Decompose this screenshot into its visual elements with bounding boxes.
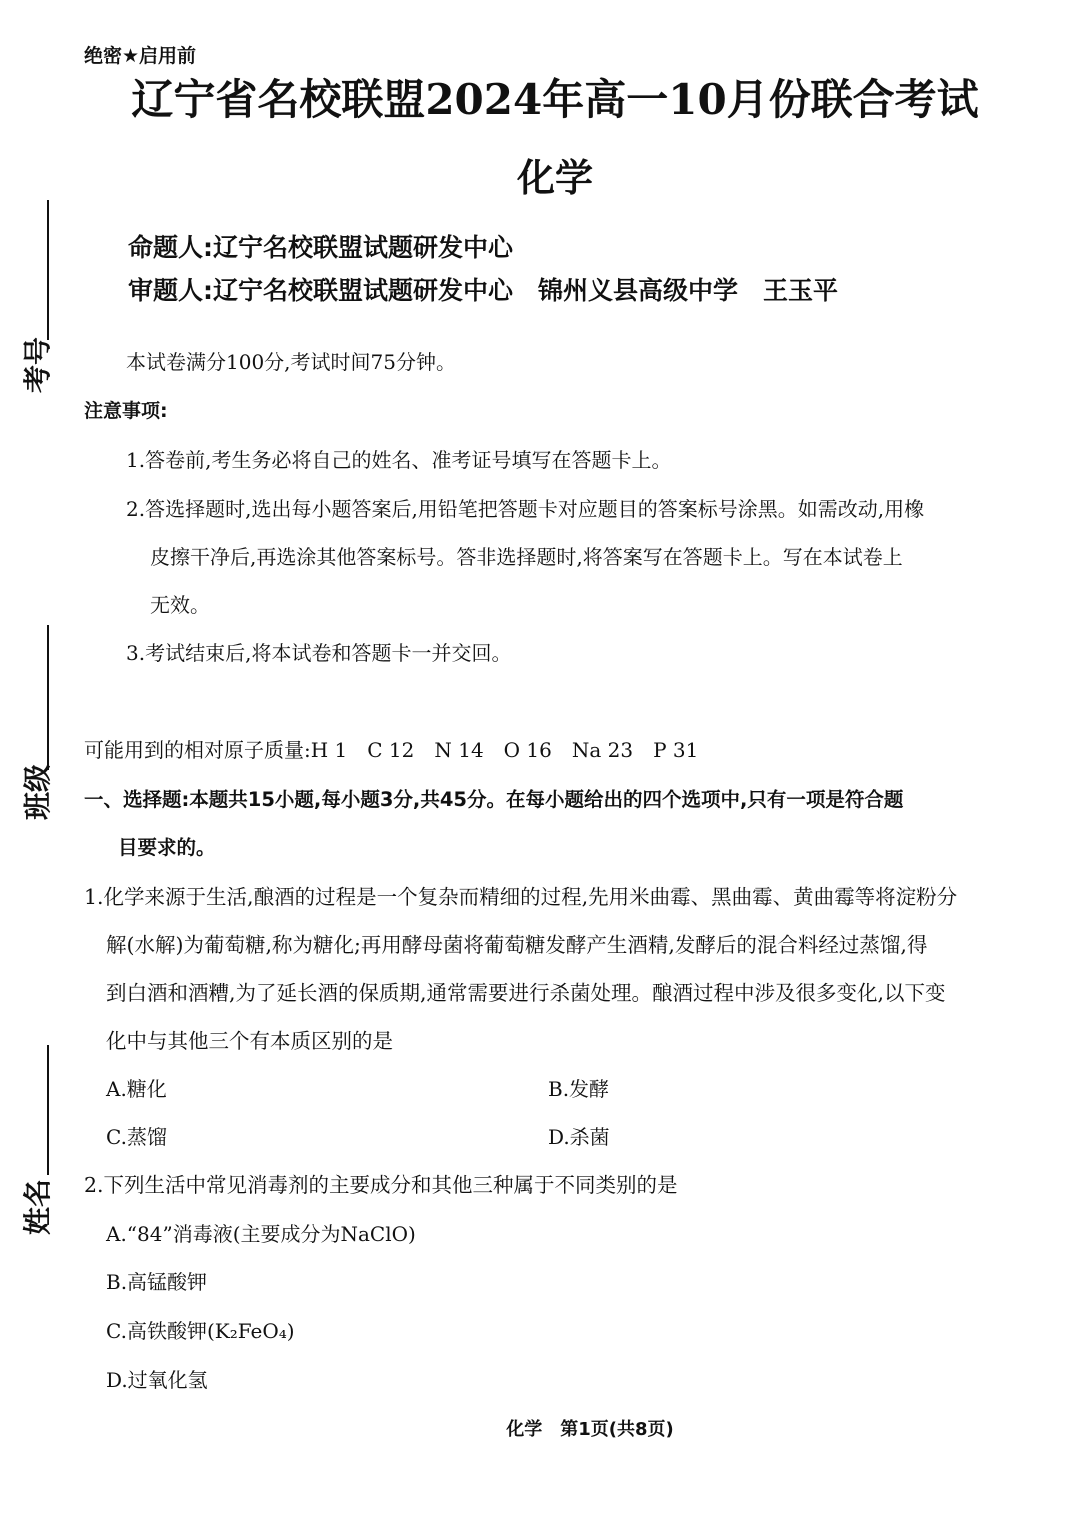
class-label [14,762,58,822]
name-text: 姓名 [21,1178,54,1236]
note-item: 1.答卷前,考生务必将自己的姓名、准考证号填写在答题卡上。 [126,448,672,472]
class-text: 班级 [21,763,54,821]
exam-info: 本试卷满分100分,考试时间75分钟。 [126,350,456,374]
exam-number-text: 考号 [21,336,54,394]
name-line [47,1045,49,1175]
section1-heading-cont: 目要求的。 [118,836,216,859]
secret-label: 绝密★启用前 [84,45,197,67]
note-item: 无效。 [150,593,210,617]
name-label [14,1177,58,1237]
q1-stem: 到白酒和酒糟,为了延长酒的保质期,通常需要进行杀菌处理。酿酒过程中涉及很多变化,以下变 [106,981,946,1005]
subject-title: 化学 [516,156,593,200]
q1-option-b: B.发酵 [548,1077,610,1101]
q2-option-a: A.“84”消毒液(主要成分为NaClO) [106,1222,416,1246]
q2-option-d: D.过氧化氢 [106,1368,208,1392]
note-item: 2.答选择题时,选出每小题答案后,用铅笔把答题卡对应题目的答案标号涂黑。如需改动,用橡 [126,497,925,521]
q2-option-b: B.高锰酸钾 [106,1270,208,1294]
class-line [47,625,49,770]
q1-stem: 解(水解)为葡萄糖,称为糖化;再用酵母菌将葡萄糖发酵产生酒精,发酵后的混合料经过蒸馏,得 [106,933,928,957]
setter: 命题人:辽宁名校联盟试题研发中心 [128,233,513,262]
atomic-masses: 可能用到的相对原子质量:H 1 C 12 N 14 O 16 Na 23 P 31 [84,738,699,762]
q2-option-c: C.高铁酸钾(K₂FeO₄) [106,1319,295,1343]
exam-title: 辽宁省名校联盟2024年高一10月份联合考试 [131,75,979,124]
section1-heading: 一、选择题:本题共15小题,每小题3分,共45分。在每小题给出的四个选项中,只有一项是符合题 [84,788,904,811]
page-footer: 化学 第1页(共8页) [506,1419,674,1440]
q1-stem: 1.化学来源于生活,酿酒的过程是一个复杂而精细的过程,先用米曲霉、黑曲霉、黄曲霉等将淀粉分 [84,885,958,909]
note-item: 皮擦干净后,再选涂其他答案标号。答非选择题时,将答案写在答题卡上。写在本试卷上 [150,545,903,569]
exam-number-label [14,335,58,395]
q1-option-c: C.蒸馏 [106,1125,167,1149]
q2-stem: 2.下列生活中常见消毒剂的主要成分和其他三种属于不同类别的是 [84,1173,678,1197]
q1-stem: 化中与其他三个有本质区别的是 [106,1029,393,1053]
note-item: 3.考试结束后,将本试卷和答题卡一并交回。 [126,641,512,665]
notes-heading: 注意事项: [84,400,168,422]
reviewer: 审题人:辽宁名校联盟试题研发中心 锦州义县高级中学 王玉平 [128,276,839,305]
q1-option-d: D.杀菌 [548,1125,610,1149]
exam-number-line [47,200,49,340]
q1-option-a: A.糖化 [106,1077,167,1101]
